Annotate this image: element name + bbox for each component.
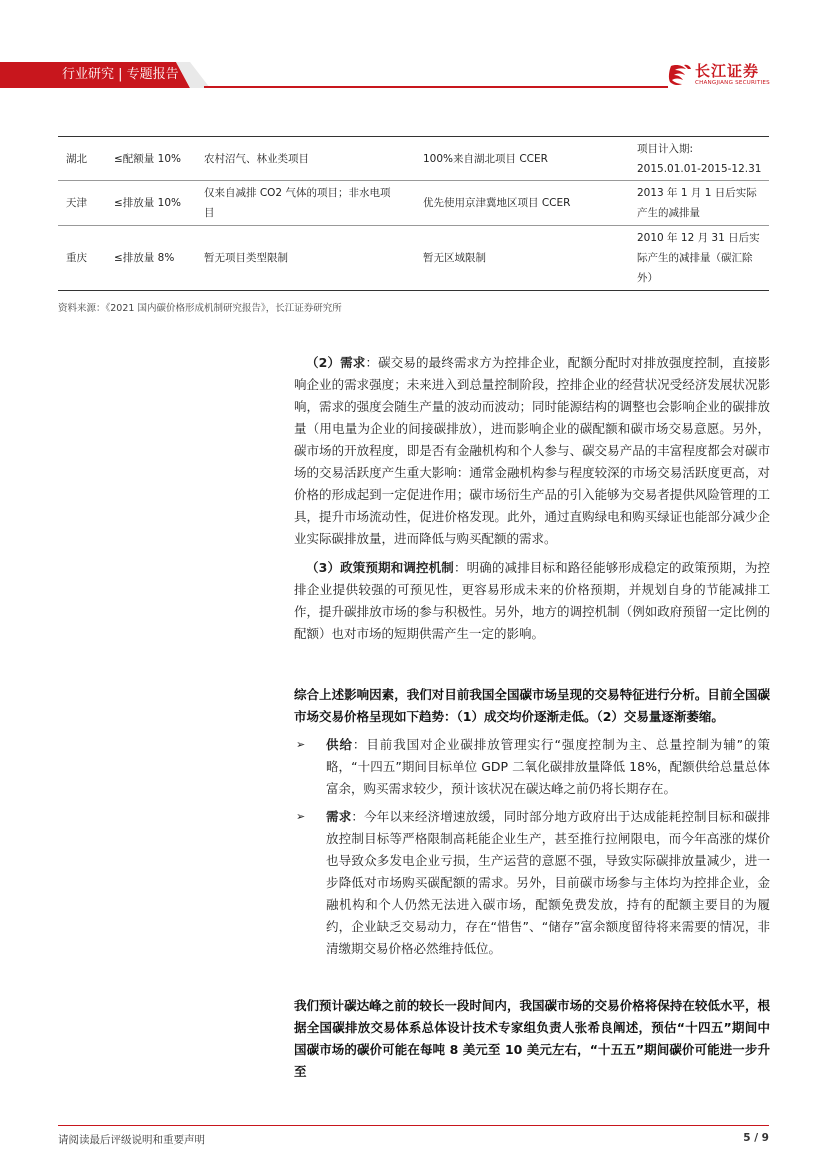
project-type-cell-line: 仅来自减排 CO2 气体的项目；非水电项 xyxy=(204,187,391,199)
table-source-note: 资料来源：《2021 国内碳价格形成机制研究报告》，长江证券研究所 xyxy=(58,303,342,314)
table-row xyxy=(58,181,769,226)
demand-paragraph xyxy=(294,352,770,550)
quota-cell: ≤排放量 10% xyxy=(114,197,181,209)
supply-bullet xyxy=(294,734,770,800)
table-row xyxy=(58,137,769,181)
bullet-arrow-icon: ➢ xyxy=(296,738,306,751)
quota-cell: ≤排放量 8% xyxy=(114,252,175,264)
demand-bullet xyxy=(294,806,770,960)
time-cell-line: 2015.01.01-2015-12.31 xyxy=(637,163,762,175)
region-cell: 重庆 xyxy=(66,252,87,264)
time-cell-line: 2010 年 12 月 31 日后实 xyxy=(637,232,760,244)
bullet-arrow-icon: ➢ xyxy=(296,810,306,823)
ccer-offset-table xyxy=(58,136,769,291)
policy-label: （3）政策预期和调控机制 xyxy=(306,560,454,575)
project-type-cell-line: 目 xyxy=(204,207,215,219)
demand-label: （2）需求 xyxy=(306,355,366,370)
region-cell: 天津 xyxy=(66,197,87,209)
area-cell: 100%来自湖北项目 CCER xyxy=(423,153,548,165)
supply-label: 供给 xyxy=(326,737,353,752)
demand-bullet-label: 需求 xyxy=(326,809,352,824)
policy-text: ：明确的减排目标和路径能够形成稳定的政策预期，为控排企业提供较强的可预见性，更容易形成未来的价格预期，并规划自身的节能减排工作，提升碳排放市场的参与积极性。另外，地方的调控机制（例如政府预留一定比例的配额）也对市场的短期供需产生一定的影响。 xyxy=(294,560,770,641)
header-rule xyxy=(204,86,668,88)
time-cell-line: 项目计入期: xyxy=(637,143,694,155)
report-category: 行业研究 | 专题报告 xyxy=(62,67,179,82)
policy-paragraph xyxy=(294,557,770,645)
time-cell-line: 外） xyxy=(637,272,658,284)
page-number: 5 / 9 xyxy=(743,1132,769,1144)
table-row xyxy=(58,226,769,290)
conclusion-paragraph: 我们预计碳达峰之前的较长一段时间内，我国碳市场的交易价格将保持在较低水平，根据全国碳排放交易体系总体设计技术专家组负责人张希良阐述，预估“十四五”期间中国碳市场的碳价可能在每吨 8 美元至 10 美元左右，“十五五”期间碳价可能进一步升至 xyxy=(294,998,770,1079)
demand-text: ：碳交易的最终需求方为控排企业，配额分配时对排放强度控制，直接影响企业的需求强度；未来进入到总量控制阶段，控排企业的经营状况受经济发展状况影响，需求的强度会随生产量的波动而波动；同时能源结构的调整也会影响企业的碳排放量（用电量为企业的间接碳排放），进而影响企业的碳配额和碳市场交易意愿。另外，碳市场的开放程度，即是否有金融机构和个人参与、碳交易产品的丰富程度都会对碳市场的交易活跃度产生重大影响：通常金融机构参与程度较深的市场交易活跃度更高，对价格的形成起到一定促进作用；碳市场衍生产品的引入能够为交易者提供风险管理的工具，提升市场流动性，促进价格发现。此外，通过直购绿电和购买绿证也能部分减少企业实际碳排放量，进而降低与购买配额的需求。 xyxy=(294,355,770,546)
time-cell-line: 2013 年 1 月 1 日后实际 xyxy=(637,187,757,199)
quota-cell: ≤配额量 10% xyxy=(114,153,181,165)
demand-bullet-text: ：今年以来经济增速放缓，同时部分地方政府出于达成能耗控制目标和碳排放控制目标等严格限制高耗能企业生产，甚至推行拉闸限电，而今年高涨的煤价也导致众多发电企业亏损，生产运营的意愿不强，导致实际碳排放量减少，进一步降低对市场购买碳配额的需求。另外，目前碳市场参与主体均为控排企业，金融机构和个人仍然无法进入碳市场，配额免费发放，持有的配额主要目的为履约，企业缺乏交易动力，存在“惜售”、“储存”富余额度留待将来需要的情况，非清缴期交易价格必然维持低位。 xyxy=(326,809,770,956)
logo-english-name: CHANGJIANG SECURITIES xyxy=(695,80,770,86)
supply-text: ：目前我国对企业碳排放管理实行“强度控制为主、总量控制为辅”的策略，“十四五”期间目标单位 GDP 二氧化碳排放量降低 18%，配额供给总量总体富余，购买需求较少，预计该状况在碳达峰之前仍将长期存在。 xyxy=(326,737,770,796)
footer-disclaimer: 请阅读最后评级说明和重要声明 xyxy=(58,1134,205,1146)
area-cell: 暂无区域限制 xyxy=(423,252,486,264)
summary-paragraph: 综合上述影响因素，我们对目前我国全国碳市场呈现的交易特征进行分析。目前全国碳市场交易价格呈现如下趋势：（1）成交均价逐渐走低。（2）交易量逐渐萎缩。 xyxy=(294,687,770,724)
project-type-cell: 农村沼气、林业类项目 xyxy=(204,153,309,165)
time-cell-line: 产生的减排量 xyxy=(637,207,700,219)
project-type-cell: 暂无项目类型限制 xyxy=(204,252,288,264)
logo-bird-icon xyxy=(668,62,692,88)
time-cell-line: 际产生的减排量（碳汇除 xyxy=(637,252,753,264)
region-cell: 湖北 xyxy=(66,153,87,165)
logo-chinese-name: 长江证券 xyxy=(695,62,760,80)
footer-rule xyxy=(58,1125,769,1126)
area-cell: 优先使用京津冀地区项目 CCER xyxy=(423,197,571,209)
company-logo xyxy=(668,62,768,88)
